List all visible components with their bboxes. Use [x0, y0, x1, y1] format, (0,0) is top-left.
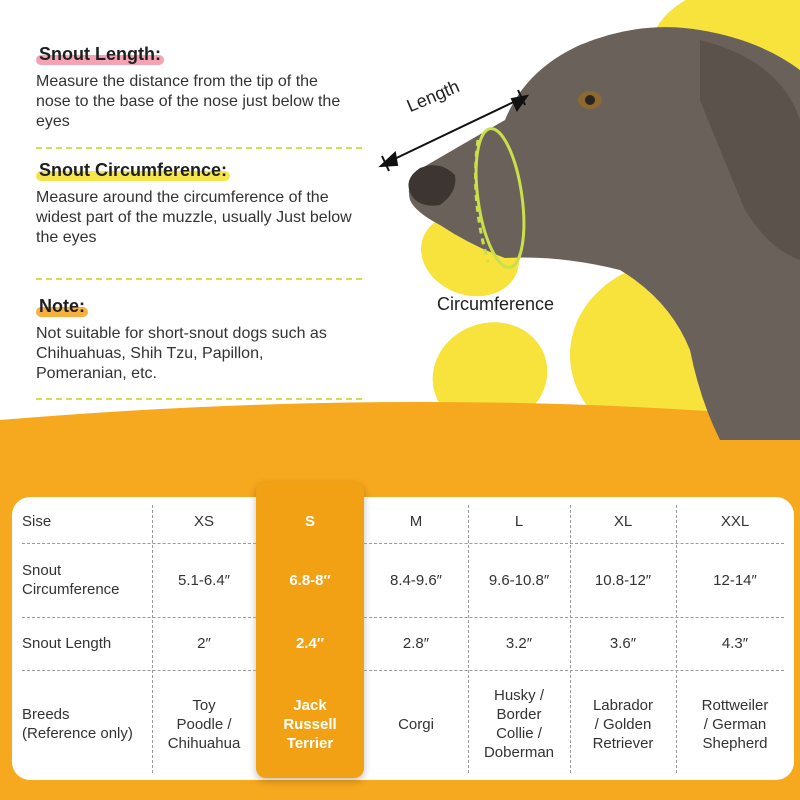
snout-circumference-text: Measure around the circumference of the widest part of the muzzle, usually Just below the eyes — [36, 189, 352, 246]
circumference-row-cell: 6.8-8″ — [289, 571, 331, 589]
breeds-row-cell: Corgi — [398, 715, 434, 733]
length-row-cell: 3.2″ — [505, 635, 533, 652]
divider — [36, 398, 362, 400]
length-row-cell: Snout Length — [22, 635, 112, 652]
snout-circumference-title: Snout Circumference: — [36, 160, 230, 181]
note-text: Not suitable for short-snout dogs such as Chihuahuas, Shih Tzu, Papillon, Pomeranian, etc. — [36, 325, 327, 382]
length-row-cell: 2.4″ — [295, 635, 325, 652]
column-divider — [152, 505, 153, 773]
breeds-row-cell: Husky / Border Collie / Doberman — [483, 687, 555, 761]
breeds-row-cell: Jack Russell Terrier — [283, 696, 337, 752]
column-divider — [468, 505, 469, 773]
row-divider — [364, 617, 784, 618]
snout-length-title: Snout Length: — [36, 44, 164, 65]
divider — [36, 278, 362, 280]
length-row-cell: 2″ — [197, 635, 211, 652]
circumference-row-cell: 8.4-9.6″ — [389, 571, 442, 589]
header-row-cell: S — [304, 513, 315, 530]
snout-length-text: Measure the distance from the tip of the nose to the base of the nose just below the eyes — [36, 73, 341, 130]
header-row-cell: XL — [613, 513, 633, 530]
header-row-cell: Sise — [22, 513, 52, 530]
header-row-cell: M — [409, 513, 423, 530]
circumference-row-cell: 10.8-12″ — [594, 571, 652, 589]
header-row-cell: XS — [193, 513, 214, 530]
breeds-row-cell: Breeds (Reference only) — [22, 706, 133, 742]
circumference-row-cell: 12-14″ — [713, 571, 757, 589]
column-divider — [676, 505, 677, 773]
circumference-row-cell: 9.6-10.8″ — [488, 571, 550, 589]
row-divider — [22, 670, 256, 671]
length-label: Length — [403, 76, 463, 117]
length-row-cell: 4.3″ — [721, 635, 749, 652]
circumference-label: Circumference — [437, 294, 555, 314]
header-row-cell: L — [514, 513, 524, 530]
row-divider — [364, 670, 784, 671]
length-row-cell: 3.6″ — [609, 635, 637, 652]
row-divider — [364, 543, 784, 544]
length-row-cell: 2.8″ — [402, 635, 430, 652]
circumference-row-cell: Snout Circumference — [22, 562, 120, 598]
divider — [36, 147, 362, 149]
breeds-row-cell: Toy Poodle / Chihuahua — [167, 696, 241, 752]
row-divider — [22, 617, 256, 618]
header-row-cell: XXL — [720, 513, 750, 530]
column-divider — [570, 505, 571, 773]
breeds-row-cell: Labrador / Golden Retriever — [592, 696, 654, 752]
row-divider — [22, 543, 256, 544]
circumference-row-cell: 5.1-6.4″ — [177, 571, 230, 589]
breeds-row-cell: Rottweiler / German Shepherd — [701, 696, 769, 752]
note-title: Note: — [36, 296, 88, 317]
